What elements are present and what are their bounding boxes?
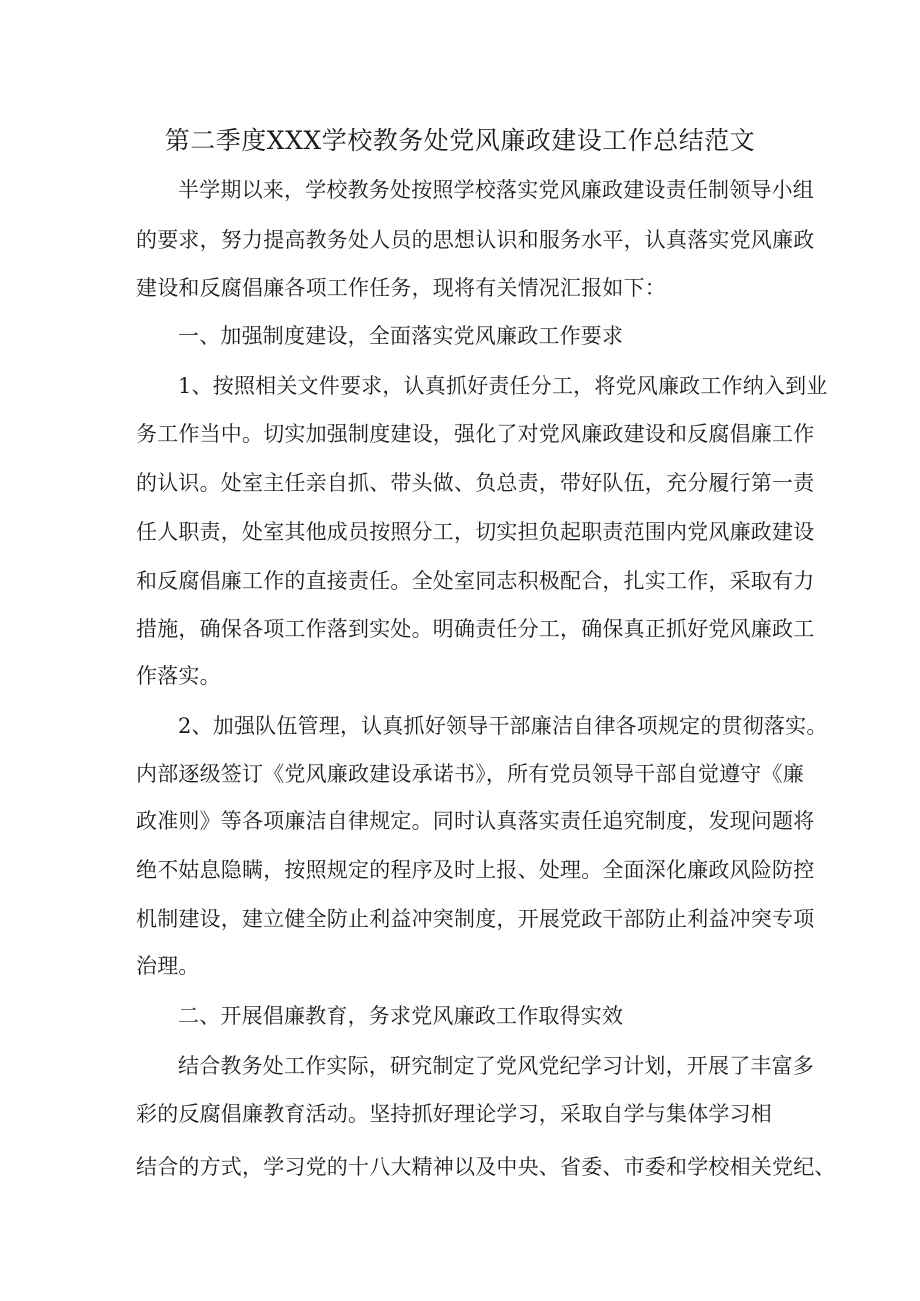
paragraph-line: 政准则》等各项廉洁自律规定。同时认真落实责任追究制度，发现问题将 xyxy=(136,809,815,833)
paragraph-line: 务工作当中。切实加强制度建设，强化了对党风廉政建设和反腐倡廉工作 xyxy=(136,422,815,446)
paragraph-line: 彩的反腐倡廉教育活动。坚持抓好理论学习，采取自学与集体学习相 xyxy=(136,1102,772,1126)
paragraph-line: 和反腐倡廉工作的直接责任。全处室同志积极配合，扎实工作，采取有力 xyxy=(136,569,815,593)
section-heading: 二、开展倡廉教育，务求党风廉政工作取得实效 xyxy=(178,1004,624,1028)
paragraph-line: 绝不姑息隐瞒，按照规定的程序及时上报、处理。全面深化廉政风险防控 xyxy=(136,858,815,882)
paragraph-line: 机制建设，建立健全防止利益冲突制度，开展党政干部防止利益冲突专项 xyxy=(136,907,815,931)
paragraph-line: 的要求，努力提高教务处人员的思想认识和服务水平，认真落实党风廉政 xyxy=(136,228,815,252)
paragraph-line: 治理。 xyxy=(136,954,200,978)
document-title: 第二季度XXX学校教务处党风廉政建设工作总结范文 xyxy=(164,126,756,155)
paragraph-line: 措施，确保各项工作落到实处。明确责任分工，确保真正抓好党风廉政工 xyxy=(136,617,815,641)
paragraph-line: 1、按照相关文件要求，认真抓好责任分工，将党风廉政工作纳入到业 xyxy=(178,374,828,398)
paragraph-line: 结合的方式，学习党的十八大精神以及中央、省委、市委和学校相关党纪、 xyxy=(136,1155,836,1179)
paragraph-line: 半学期以来，学校教务处按照学校落实党风廉政建设责任制领导小组 xyxy=(178,178,814,202)
paragraph-line: 结合教务处工作实际，研究制定了党风党纪学习计划，开展了丰富多 xyxy=(178,1054,814,1078)
paragraph-line: 建设和反腐倡廉各项工作任务，现将有关情况汇报如下： xyxy=(136,276,666,300)
paragraph-line: 作落实。 xyxy=(136,664,221,688)
paragraph-line: 内部逐级签订《党风廉政建设承诺书》，所有党员领导干部自觉遵守《廉 xyxy=(136,762,804,786)
paragraph-line: 的认识。处室主任亲自抓、带头做、负总责，带好队伍，充分履行第一责 xyxy=(136,471,815,495)
paragraph-line: 2、加强队伍管理，认真抓好领导干部廉洁自律各项规定的贯彻落实。 xyxy=(178,714,828,738)
paragraph-line: 任人职责，处室其他成员按照分工，切实担负起职责范围内党风廉政建设 xyxy=(136,520,815,544)
section-heading: 一、加强制度建设，全面落实党风廉政工作要求 xyxy=(178,324,624,348)
